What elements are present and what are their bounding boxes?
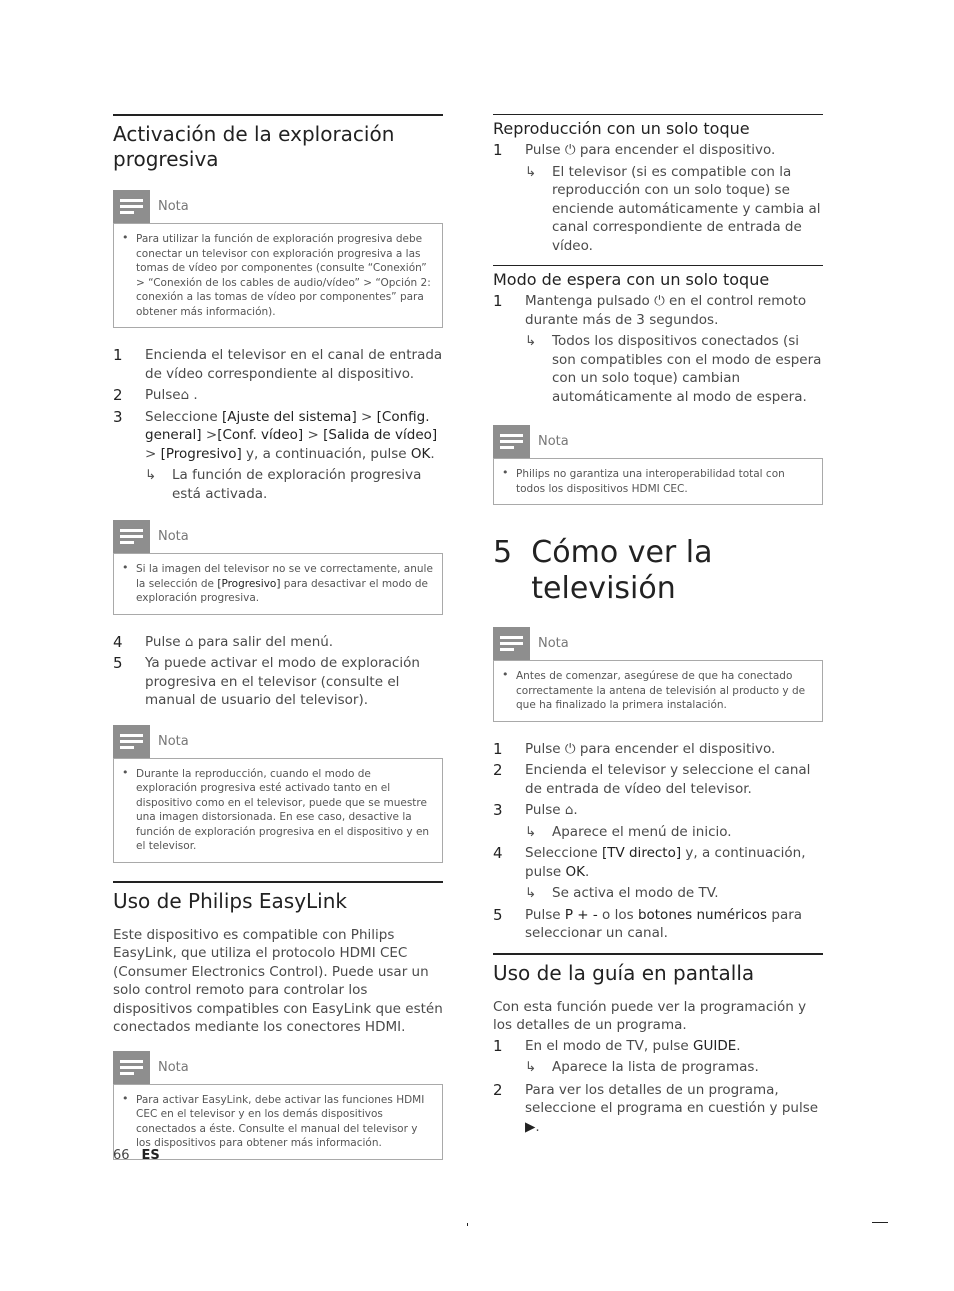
step-text: en el control remoto durante más de 3 segundos.	[525, 293, 807, 328]
note-lines-icon	[113, 725, 150, 758]
note-label: Nota	[158, 199, 189, 214]
menu-option: [Progresivo]	[217, 577, 281, 590]
step-item	[113, 346, 443, 383]
language-code: ES	[141, 1148, 160, 1163]
section-title-guide: Uso de la guía en pantalla	[493, 960, 755, 985]
section-title-easylink: Uso de Philips EasyLink	[113, 888, 347, 913]
step-item	[113, 654, 443, 710]
chapter-heading	[493, 535, 823, 607]
step-item	[493, 141, 823, 160]
note-box	[493, 458, 823, 505]
step-number: 1	[493, 292, 503, 310]
step-text: o los	[597, 906, 638, 923]
step-result	[493, 1058, 823, 1077]
note-box	[113, 553, 443, 615]
step-item	[493, 844, 823, 881]
note-text: Para utilizar la función de exploración progresiva debe conectar un televisor con exploración progresiva a las tomas de vídeo por componentes (consulte “Conexión” > “Conexión de los cables de audio/vídeo” > “Opción 2: conexión a las tomas de vídeo por componentes” para obtener más información).	[136, 233, 431, 318]
step-number: 3	[113, 407, 123, 426]
subsection-title-play: Reproducción con un solo toque	[493, 119, 750, 138]
step-item	[493, 906, 823, 943]
button-label: OK	[565, 863, 585, 880]
menu-option: [Progresivo]	[160, 445, 242, 462]
step-text: >	[356, 408, 377, 425]
step-text: .	[189, 387, 198, 403]
step-text: para encender el dispositivo.	[575, 740, 776, 757]
result-arrow-icon: ↳	[525, 1059, 537, 1075]
step-result	[493, 332, 823, 406]
note-header	[113, 190, 443, 223]
crop-mark	[872, 1222, 888, 1223]
home-icon: ⌂	[180, 387, 190, 403]
home-icon: ⌂	[184, 633, 194, 650]
menu-option: [TV directo]	[601, 845, 682, 861]
step-item	[493, 1037, 823, 1056]
step-text: Para ver los detalles de un programa, seleccione el programa en cuestión y pulse	[525, 1081, 819, 1116]
note-box	[113, 1084, 443, 1160]
step-number: 5	[113, 654, 123, 672]
page-footer	[113, 1148, 160, 1163]
note-box	[493, 660, 823, 722]
note-header	[113, 725, 443, 758]
section-rule	[493, 265, 823, 266]
home-icon: ⌂	[564, 802, 574, 818]
step-item	[493, 740, 823, 759]
step-text: Pulse	[145, 633, 185, 650]
note-header	[113, 1051, 443, 1084]
step-item	[113, 408, 443, 464]
note-label: Nota	[538, 434, 569, 449]
step-text: Pulse	[525, 142, 565, 158]
step-text: .	[573, 802, 578, 818]
menu-option: [Conf. vídeo]	[217, 427, 304, 443]
step-item	[493, 761, 823, 798]
note-lines-icon	[113, 1051, 150, 1084]
note-label: Nota	[158, 733, 189, 749]
step-result	[493, 163, 823, 256]
step-result	[113, 466, 443, 503]
step-number: 5	[493, 905, 503, 924]
note-text: Philips no garantiza una interoperabilidad total con todos los dispositivos HDMI CEC.	[516, 468, 785, 495]
step-text: Seleccione	[525, 845, 602, 861]
button-label: GUIDE	[693, 1037, 737, 1054]
power-icon: ⏻	[654, 293, 665, 309]
note-lines-icon	[493, 627, 530, 660]
button-label: botones numéricos	[637, 906, 768, 923]
note-text: para desactivar el modo de exploración progresiva.	[136, 577, 429, 604]
step-text: Ya puede activar el modo de exploración progresiva en el televisor (consulte el manual de usuario del televisor).	[145, 655, 420, 708]
note-label: Nota	[538, 636, 569, 651]
section-rule	[113, 114, 443, 116]
paragraph: Con esta función puede ver la programación y los detalles de un programa.	[493, 998, 807, 1033]
note-lines-icon	[113, 520, 150, 553]
step-number: 1	[113, 346, 123, 364]
result-text: El televisor (si es compatible con la reproducción con un solo toque) se enciende automáticamente y cambia al canal correspondiente de entrada de vídeo.	[552, 163, 821, 254]
note-text: Para activar EasyLink, debe activar las funciones HDMI CEC en el televisor y en los demás dispositivos conectados a éste. Consulte el manual del televisor y los dispositivos para obtener más información.	[136, 1093, 425, 1149]
step-number: 2	[113, 386, 123, 404]
section-title-progressive: Activación de la exploración progresiva	[113, 122, 395, 171]
result-arrow-icon: ↳	[525, 163, 537, 180]
note-lines-icon	[493, 425, 530, 458]
left-column	[113, 114, 443, 1178]
note-label: Nota	[158, 529, 189, 544]
step-text: .	[585, 863, 590, 880]
chapter-number: 5	[493, 535, 513, 570]
result-arrow-icon: ↳	[525, 885, 537, 901]
note-box	[113, 223, 443, 328]
step-text: Seleccione	[145, 408, 222, 425]
step-text: Pulse	[145, 387, 181, 403]
step-text: >	[201, 427, 218, 443]
step-number: 4	[113, 632, 123, 651]
step-item	[493, 1081, 823, 1137]
step-text: Pulse	[525, 906, 565, 923]
section-rule	[493, 953, 823, 955]
section-rule	[493, 114, 823, 115]
note-text: Si la imagen del televisor no se ve correctamente, anule la selección de	[136, 563, 433, 590]
note-lines-icon	[113, 190, 150, 223]
power-icon: ⏻	[564, 740, 576, 757]
step-text: Pulse	[525, 740, 565, 757]
chapter-title: Cómo ver la televisión	[531, 535, 713, 606]
step-number: 2	[493, 761, 503, 779]
result-arrow-icon: ↳	[145, 467, 157, 483]
page-number: 66	[113, 1148, 130, 1163]
button-label: OK	[410, 445, 431, 462]
step-text: para encender el dispositivo.	[575, 142, 776, 158]
button-label: P + -	[564, 906, 598, 923]
step-text: Pulse	[525, 802, 565, 818]
step-text: y, a continuación, pulse	[525, 845, 806, 880]
paragraph: Este dispositivo es compatible con Philips EasyLink, que utiliza el protocolo HDMI CEC (Consumer Electronics Control). Puede usar un solo control remoto para controlar los dispositivos compatibles con EasyLink que estén conectados mediante los conectores HDMI.	[113, 926, 443, 1035]
step-number: 1	[493, 739, 503, 758]
step-text: y, a continuación, pulse	[241, 445, 411, 462]
note-header	[493, 425, 823, 458]
step-text: En el modo de TV, pulse	[525, 1037, 693, 1054]
right-column	[493, 114, 823, 1139]
result-text: Aparece la lista de programas.	[552, 1059, 759, 1075]
step-text: .	[535, 1118, 540, 1135]
step-result	[493, 884, 823, 903]
step-text: para seleccionar un canal.	[525, 906, 803, 941]
step-text: Encienda el televisor y seleccione el canal de entrada de vídeo del televisor.	[525, 762, 811, 797]
section-rule	[113, 881, 443, 883]
result-arrow-icon: ↳	[525, 823, 537, 840]
menu-option: [Config. general]	[145, 408, 430, 443]
note-header	[493, 627, 823, 660]
note-box	[113, 758, 443, 863]
step-text: Mantenga pulsado	[525, 293, 655, 309]
step-text: .	[736, 1037, 741, 1054]
result-arrow-icon: ↳	[525, 333, 537, 349]
menu-option: [Ajuste del sistema]	[221, 408, 357, 425]
step-item	[493, 292, 823, 329]
result-text: Todos los dispositivos conectados (si son compatibles con el modo de espera con un solo toque) cambian automáticamente al modo de espera.	[552, 333, 822, 405]
step-number: 4	[493, 844, 503, 862]
result-text: La función de exploración progresiva está activada.	[172, 467, 422, 502]
subsection-title-standby: Modo de espera con un solo toque	[493, 270, 770, 289]
crop-mark	[467, 1223, 468, 1226]
result-text: Aparece el menú de inicio.	[552, 823, 732, 840]
step-text: Encienda el televisor en el canal de entrada de vídeo correspondiente al dispositivo.	[145, 347, 443, 382]
result-text: Se activa el modo de TV.	[552, 885, 719, 901]
note-text: Antes de comenzar, asegúrese de que ha conectado correctamente la antena de televisión al producto y de que ha finalizado la primera instalación.	[516, 670, 806, 711]
step-text: >	[145, 445, 161, 462]
step-number: 1	[493, 1036, 503, 1055]
step-item	[113, 386, 443, 405]
step-text: para salir del menú.	[193, 633, 334, 650]
step-text: .	[430, 445, 435, 462]
step-number: 2	[493, 1080, 503, 1099]
step-number: 1	[493, 141, 503, 159]
step-number: 3	[493, 801, 503, 819]
note-label: Nota	[158, 1059, 189, 1075]
note-header	[113, 520, 443, 553]
step-item	[493, 801, 823, 820]
step-item	[113, 633, 443, 652]
note-text: Durante la reproducción, cuando el modo de exploración progresiva esté activado tanto en el dispositivo como en el televisor, puede que se muestre una imagen distorsionada. En ese caso, desactive la función de exploración progresiva en el dispositivo y en el televisor.	[136, 767, 430, 852]
play-triangle-icon: ▶	[525, 1118, 536, 1135]
menu-option: [Salida de vídeo]	[323, 427, 438, 443]
step-text: >	[303, 427, 324, 443]
power-icon: ⏻	[564, 142, 576, 158]
step-result	[493, 823, 823, 842]
